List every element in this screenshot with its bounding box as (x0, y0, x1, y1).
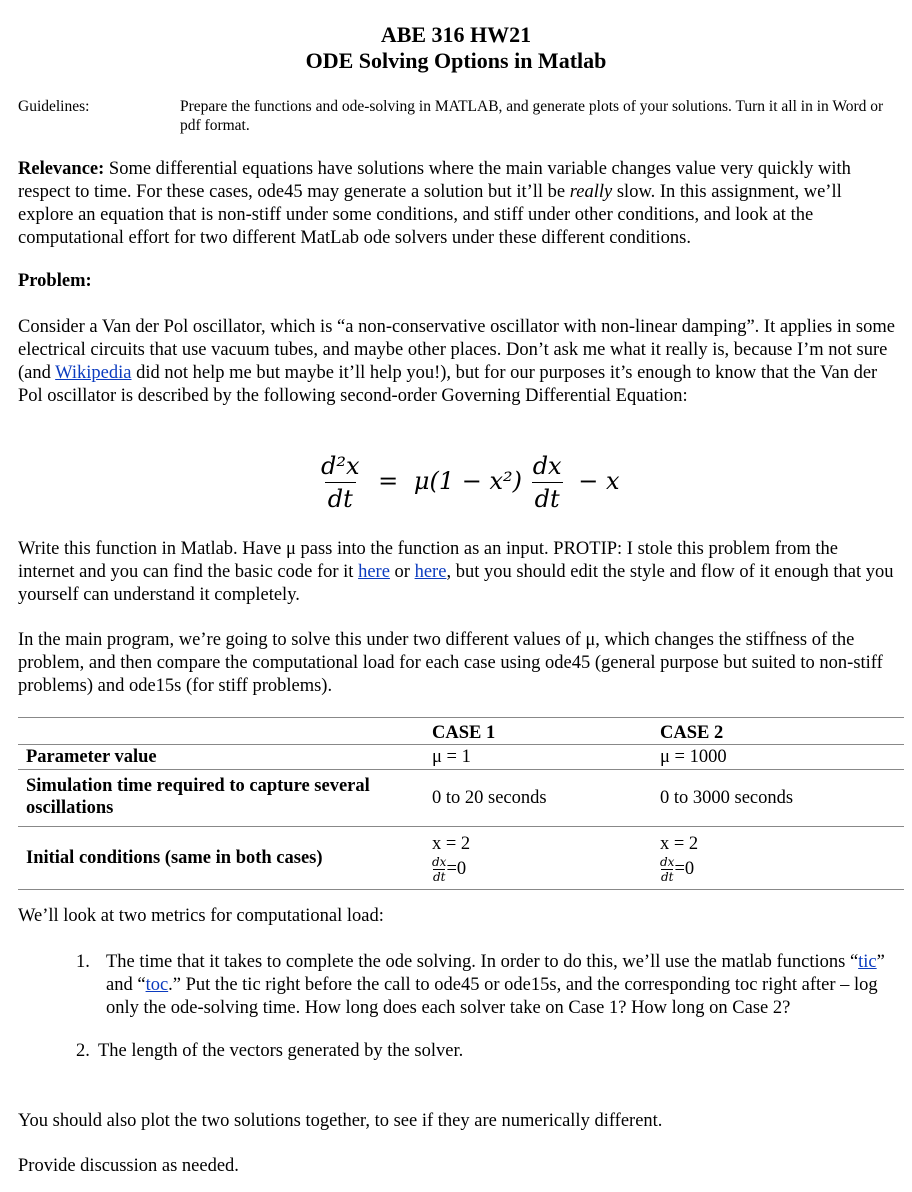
doc-title-line2: ODE Solving Options in Matlab (305, 48, 607, 73)
list-item (76, 1040, 901, 1063)
case1-dx-den: dt (432, 869, 446, 884)
function-paragraph (18, 538, 898, 607)
row3-case1 (424, 827, 652, 890)
problem-paragraph (18, 316, 898, 408)
lhs-fraction (318, 452, 363, 513)
lhs-denominator: dt (325, 482, 356, 513)
table-row (18, 827, 904, 890)
table-header-row (18, 718, 904, 745)
relevance-text-2: slow. In this assignment, we’ll explore an equation that is non-stiff under some conditions, and stiff under other conditions, and look at the computational effort for two different MatLab ode solvers under these different conditions. (18, 182, 842, 248)
row3-case2 (652, 827, 904, 890)
relevance-emphasis: really (569, 182, 613, 202)
case2-dx-num: dx (660, 854, 675, 869)
case2-header: CASE 2 (660, 723, 724, 743)
case1-dx-num: dx (432, 854, 447, 869)
row2-label: Simulation time required to capture several oscillations (26, 776, 370, 818)
case2-ic-dxdt (660, 855, 896, 884)
row2-case1: 0 to 20 seconds (432, 788, 547, 808)
row3-label: Initial conditions (same in both cases) (26, 848, 323, 868)
case2-dx-den: dt (660, 869, 674, 884)
item1-text-b: ” and “ (106, 952, 885, 995)
discussion-instruction: Provide discussion as needed. (18, 1156, 239, 1176)
relevance-label: Relevance: (18, 159, 105, 179)
plot-instruction: You should also plot the two solutions together, to see if they are numerically different. (18, 1111, 663, 1131)
problem-heading (18, 270, 898, 293)
case1-ic-dxdt (432, 855, 644, 884)
guidelines-label: Guidelines: (18, 98, 90, 115)
case2-dxdt-value: =0 (674, 858, 695, 879)
row2-case2: 0 to 3000 seconds (660, 788, 794, 808)
item1-number: 1. (76, 952, 90, 972)
case1-ic-x: x = 2 (432, 833, 471, 854)
equals-sign: = (378, 467, 399, 495)
governing-equation (318, 452, 620, 513)
item2-text: The length of the vectors generated by the solver. (98, 1041, 464, 1061)
rhs-fraction (530, 452, 565, 513)
parameters-table (18, 717, 904, 890)
table-row (18, 770, 904, 827)
item1-text-a: The time that it takes to complete the ode solving. In order to do this, we’ll use the matlab functions “ (106, 952, 859, 972)
para2-text-b: or (389, 562, 415, 582)
problem-heading-text: Problem: (18, 271, 92, 291)
row1-case1: μ = 1 (432, 747, 471, 767)
wikipedia-link[interactable]: Wikipedia (55, 363, 132, 383)
relevance-paragraph (18, 158, 898, 250)
here-link-2[interactable]: here (414, 562, 447, 582)
main-program-paragraph: In the main program, we’re going to solve this under two different values of μ, which changes the stiffness of the problem, and then compare the computational load for each case using ode45 (general purpose but suited to non-stiff problems) and ode15s (for stiff problems). (18, 630, 883, 696)
row1-label: Parameter value (26, 747, 157, 767)
metrics-intro: We’ll look at two metrics for computational load: (18, 906, 384, 926)
case1-header: CASE 1 (432, 723, 496, 743)
problem-text-a: Consider a Van der Pol oscillator, which is “a non-conservative oscillator with non-linear damping”. It applies in some electrical circuits that use vacuum tubes, and maybe other places. Don’t ask me what it really is, because I’m not sure (and (18, 317, 895, 383)
guidelines-text: Prepare the functions and ode-solving in MATLAB, and generate plots of your solutions. Turn it all in in Word or pdf format. (180, 98, 884, 134)
case1-dxdt-fraction (432, 855, 446, 884)
equation-middle-term: μ(1 − x²) (413, 467, 523, 495)
para2-text-a: Write this function in Matlab. Have μ pass into the function as an input. PROTIP: I stole this problem from the internet and you can find the basic code for it (18, 539, 838, 582)
case1-dxdt-value: =0 (446, 858, 467, 879)
tic-link[interactable]: tic (858, 952, 877, 972)
doc-title-line1: ABE 316 HW21 (380, 22, 532, 47)
case2-dxdt-fraction (660, 855, 674, 884)
table-row (18, 745, 904, 770)
toc-link[interactable]: toc (145, 975, 169, 995)
list-item (76, 951, 901, 1020)
lhs-numerator: d²x (321, 452, 360, 480)
metrics-list (76, 951, 901, 1063)
rhs-denominator: dt (532, 482, 563, 513)
problem-text-b: did not help me but maybe it’ll help you!), but for our purposes it’s enough to know that the Van der Pol oscillator is described by the following second-order Governing Differential Equation: (18, 363, 878, 406)
here-link-1[interactable]: here (358, 562, 390, 582)
equation-tail: − x (578, 467, 620, 495)
item2-number: 2. (76, 1041, 90, 1061)
relevance-text-1: Some differential equations have solutions where the main variable changes value very quickly with respect to time. For these cases, ode45 may generate a solution but it’ll be (18, 159, 851, 202)
rhs-numerator: dx (532, 452, 562, 480)
item1-text-c: .” Put the tic right before the call to ode45 or ode15s, and the corresponding toc right after – log only the ode-solving time. How long does each solver take on Case 1? How long on Case 2? (106, 975, 878, 1018)
case2-ic-x: x = 2 (660, 833, 699, 854)
row1-case2: μ = 1000 (660, 747, 727, 767)
para2-text-c: , but you should edit the style and flow of it enough that you yourself can understand it completely. (18, 562, 894, 605)
